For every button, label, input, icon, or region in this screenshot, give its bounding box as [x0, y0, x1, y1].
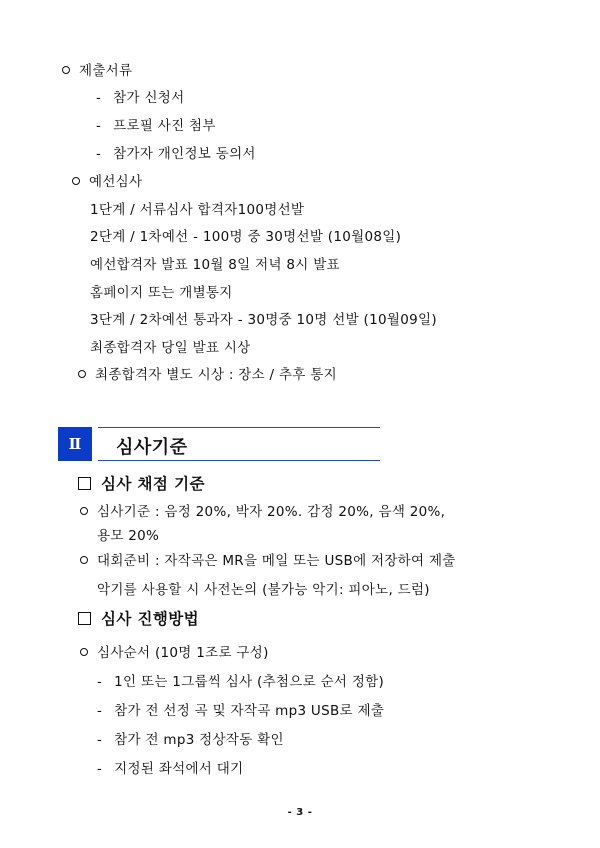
checkbox-icon: [78, 477, 91, 490]
list-item: 1단계 / 서류심사 합격자100명선발: [90, 202, 305, 218]
criteria-heading: 심사 채점 기준: [78, 474, 205, 494]
circle-bullet-icon: [80, 648, 88, 656]
circle-bullet-icon: [72, 177, 80, 185]
list-item: 홈페이지 또는 개별통지: [90, 285, 233, 301]
final-award-line: 최종합격자 별도 시상 : 장소 / 추후 통지: [78, 366, 337, 384]
list-item: 최종합격자 당일 발표 시상: [90, 340, 251, 356]
section-number: Ⅱ: [58, 427, 92, 461]
criteria-item: 심사기준 : 음정 20%, 박자 20%. 감정 20%, 음색 20%,: [80, 503, 445, 521]
circle-bullet-icon: [80, 556, 88, 564]
criteria-item: 대회준비 : 자작곡은 MR을 메일 또는 USB에 저장하여 제출: [80, 552, 456, 570]
page-number: - 3 -: [287, 807, 313, 818]
list-item: - 프로필 사진 첨부: [96, 118, 216, 134]
list-item: - 1인 또는 1그룹씩 심사 (추첨으로 순서 정함): [97, 674, 385, 690]
criteria-item-cont: 악기를 사용할 시 사전논의 (불가능 악기: 피아노, 드럼): [97, 582, 430, 598]
list-item: 2단계 / 1차예선 - 100명 중 30명선발 (10월08일): [90, 229, 402, 245]
list-item: - 지정된 좌석에서 대기: [97, 761, 244, 777]
list-item: - 참가 신청서: [96, 90, 185, 106]
section-title: [58, 427, 380, 461]
list-item: 3단계 / 2차예선 통과자 - 30명중 10명 선발 (10월09일): [90, 312, 437, 328]
list-item: - 참가 전 선정 곡 및 자작곡 mp3 USB로 제출: [97, 703, 385, 719]
circle-bullet-icon: [78, 370, 86, 378]
section-label: 심사기준: [116, 437, 188, 458]
list-item: - 참가 전 mp3 정상작동 확인: [97, 732, 284, 748]
process-subheading: 심사순서 (10명 1조로 구성): [80, 644, 269, 662]
process-heading: 심사 진행방법: [78, 609, 199, 629]
circle-bullet-icon: [62, 66, 70, 74]
preliminary-heading: 예선심사: [72, 173, 142, 191]
checkbox-icon: [78, 612, 91, 625]
list-item: 예선합격자 발표 10월 8일 저녁 8시 발표: [90, 257, 340, 273]
list-item: - 참가자 개인정보 동의서: [96, 146, 256, 162]
circle-bullet-icon: [80, 507, 88, 515]
submission-heading: 제출서류: [62, 62, 132, 80]
criteria-item-cont: 용모 20%: [97, 528, 160, 544]
